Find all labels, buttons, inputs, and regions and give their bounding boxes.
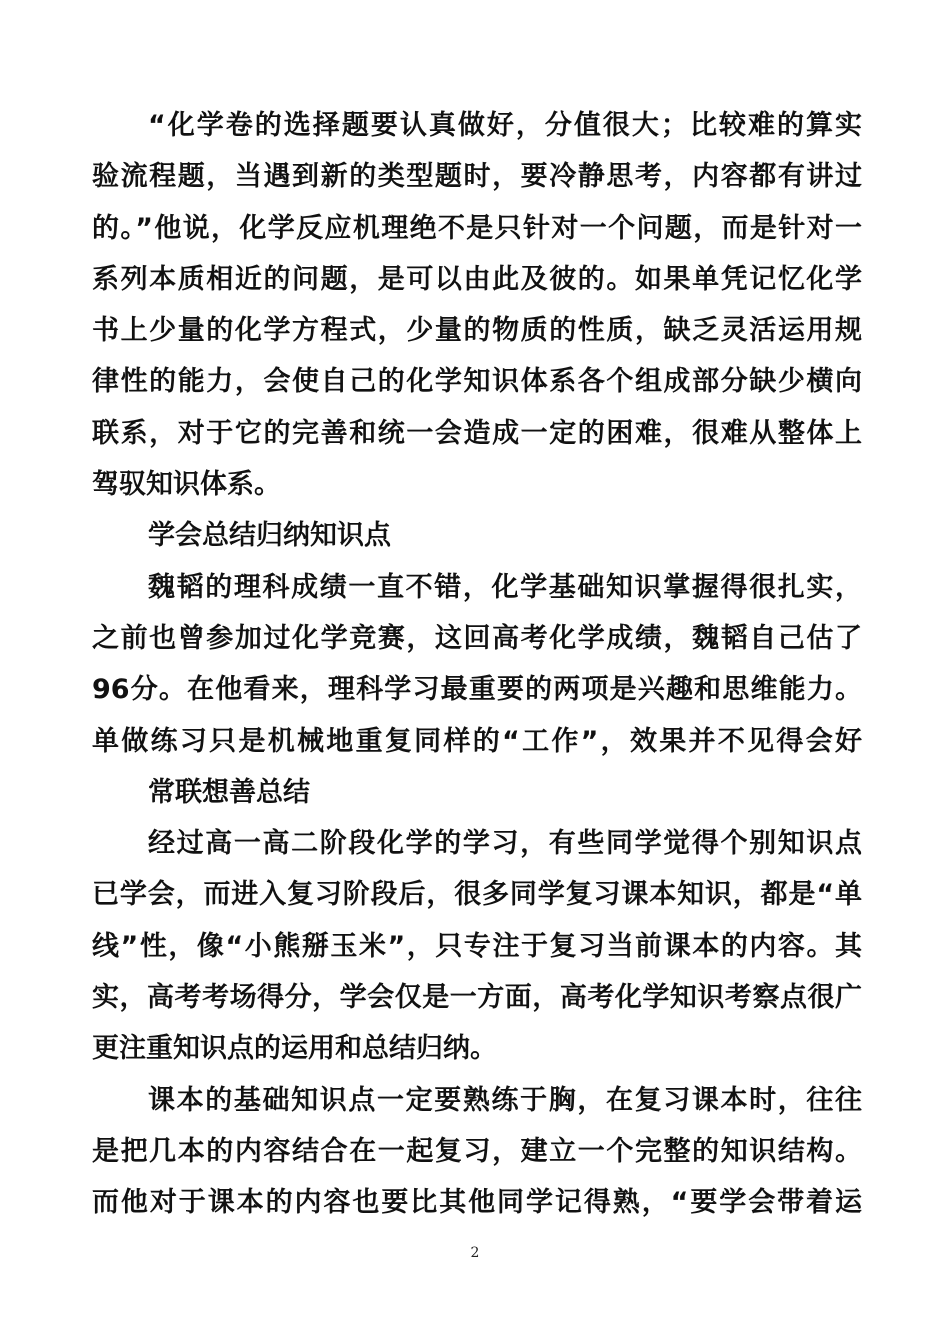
text-line: 联系，对于它的完善和统一会造成一定的困难，很难从整体上 <box>92 417 862 449</box>
text-line: 书上少量的化学方程式，少量的物质的性质，缺乏灵活运用规 <box>92 315 862 347</box>
text-line: 线”性，像“小熊掰玉米”，只专注于复习当前课本的内容。其 <box>92 930 862 962</box>
text-line: 系列本质相近的问题，是可以由此及彼的。如果单凭记忆化学 <box>92 263 862 295</box>
heading-line: 学会总结归纳知识点 <box>148 520 391 552</box>
page-number: 2 <box>470 1245 480 1261</box>
section-heading <box>92 510 862 561</box>
text-line: 之前也曾参加过化学竞赛，这回高考化学成绩，魏韬自己估了 <box>92 622 862 654</box>
paragraph <box>92 1075 862 1229</box>
text-line: 已学会，而进入复习阶段后，很多同学复习课本知识，都是“单 <box>92 879 862 911</box>
text-line: 课本的基础知识点一定要熟练于胸，在复习课本时，往往 <box>148 1084 862 1116</box>
paragraph <box>92 100 862 510</box>
section-heading <box>92 767 862 818</box>
text-line: 96分。在他看来，理科学习最重要的两项是兴趣和思维能力。 <box>92 674 862 706</box>
text-line: 单做练习只是机械地重复同样的“工作”，效果并不见得会好 <box>92 725 862 757</box>
text-line: 经过高一高二阶段化学的学习，有些同学觉得个别知识点 <box>148 828 862 860</box>
paragraph <box>92 562 862 767</box>
text-line: 更注重知识点的运用和总结归纳。 <box>92 1033 497 1065</box>
text-line: 实，高考考场得分，学会仅是一方面，高考化学知识考察点很广 <box>92 982 862 1014</box>
text-line: 魏韬的理科成绩一直不错，化学基础知识掌握得很扎实， <box>148 571 862 603</box>
body-text <box>92 100 862 1229</box>
text-line: “化学卷的选择题要认真做好，分值很大；比较难的算实 <box>148 110 862 141</box>
text-line: 是把几本的内容结合在一起复习，建立一个完整的知识结构。 <box>92 1135 862 1167</box>
heading-line: 常联想善总结 <box>148 776 310 808</box>
text-line: 律性的能力，会使自己的化学知识体系各个组成部分缺少横向 <box>92 366 862 398</box>
text-line: 驾驭知识体系。 <box>92 469 281 501</box>
text-line: 的。”他说，化学反应机理绝不是只针对一个问题，而是针对一 <box>92 212 862 244</box>
paragraph <box>92 818 862 1074</box>
text-line: 而他对于课本的内容也要比其他同学记得熟，“要学会带着运 <box>92 1187 862 1219</box>
text-line: 验流程题，当遇到新的类型题时，要冷静思考，内容都有讲过 <box>92 161 862 193</box>
